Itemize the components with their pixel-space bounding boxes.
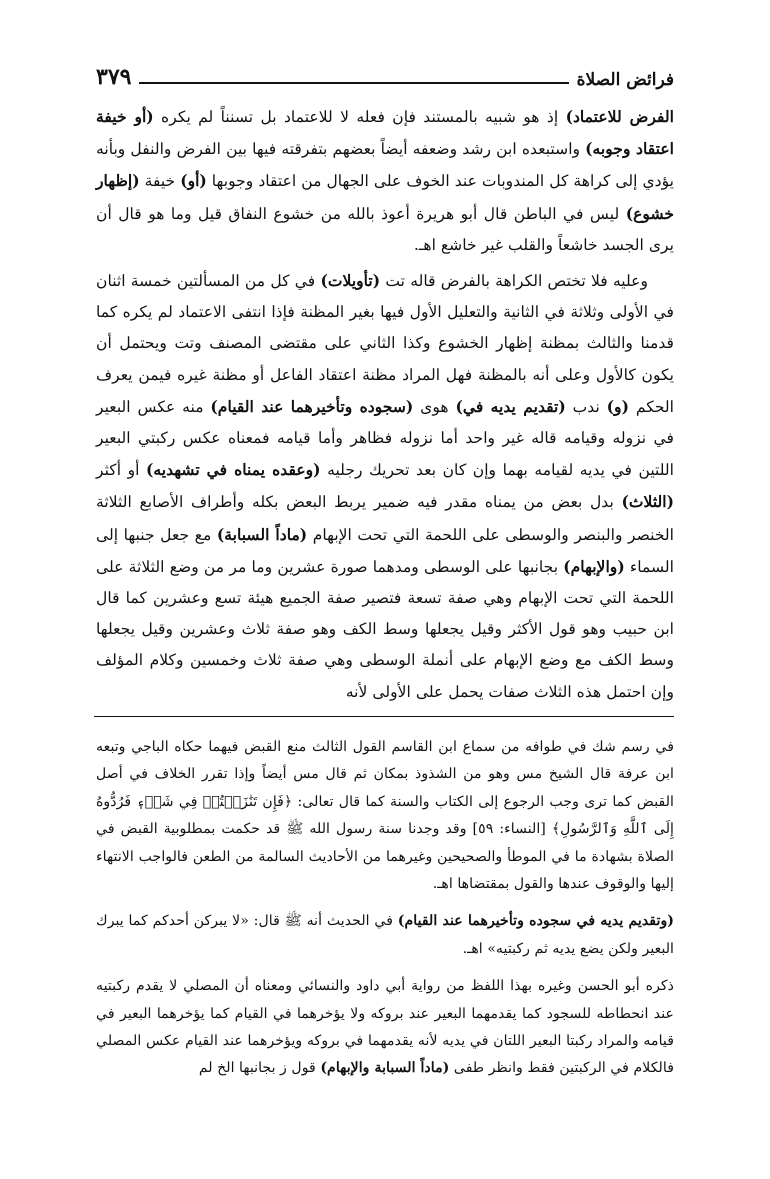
bold-term: الفرض للاعتماد) bbox=[565, 107, 674, 126]
bold-term: (وتقديم يديه في سجوده وتأخيرهما عند القيام) bbox=[397, 913, 675, 930]
text-run: ليس في الباطن قال أبو هريرة أعوذ بالله من خشوع النفاق قيل وما هو قال أن يرى الجسد خاشعاً والقلب غير خاشع اهـ. bbox=[96, 204, 674, 254]
main-text bbox=[96, 101, 674, 708]
footnote-1 bbox=[96, 734, 674, 898]
bold-term: (وعقده يمناه في تشهديه) bbox=[145, 460, 321, 480]
header-rule bbox=[139, 82, 568, 84]
page-header bbox=[96, 56, 674, 90]
text-run: هوى bbox=[413, 397, 456, 416]
text-run: خيفة bbox=[139, 172, 181, 191]
text-run: ندب bbox=[565, 397, 607, 416]
bold-term: (والإبهام) bbox=[563, 556, 625, 576]
bold-term: (أو خيفة اعتقاد وجوبه) bbox=[96, 107, 674, 159]
text-run: واستبعده ابن رشد وضعفه أيضاً بعضهم بتفرقته فيها بين الفرض والنفل وبأنه يؤدي إلى كراهة كل المندوبات عند الخوف على الجهال من اعتقاد وجوبها bbox=[96, 140, 674, 191]
text-run: ذكره أبو الحسن وغيره بهذا اللفظ من رواية أبي داود والنسائي ومعناه أن المصلي لا يقدم ركبتيه عند انحطاطه للسجود كما يقدمهما البعير عند بروكه ولا يؤخرهما في القيام كما يؤخرهما البعير في قيامه والمراد ركبتا البعير اللتان في يديه لأنه يقدمهما في بروكه ويؤخرهما عند القيام عكس المصلي فالكلام في الركبتين فقط وانظر طفى bbox=[96, 978, 674, 1077]
text-run: قول ز بجانبها الخ لم bbox=[198, 1060, 321, 1077]
bold-term: (تأويلات) bbox=[320, 271, 381, 291]
text-run: في كل من المسألتين خمسة اثنان في الأولى وثلاثة في الثانية والتعليل الأول فيها بغير المظنة فإذا انتفى الاعتماد لم يكره كما قدمنا والثالث بمظنة إظهار الخشوع وكذا الثاني على مقتضى المصنف وتت ويحتمل أن يكون كالأول وعلى أنه بالمظنة فهل المراد مظنة اعتقاد الفاعل أو مظنة غيره فيمن يعرف الحكم bbox=[96, 272, 674, 416]
main-paragraph-2 bbox=[96, 265, 674, 708]
text-run: بدل بعض من يمناه مقدر فيه ضمير يربط البعض بكله وأطراف الأصابع الثلاثة الخنصر والبنصر والوسطى على اللحمة التي تحت الإبهام bbox=[96, 493, 674, 544]
bold-term: (إظهار خشوع) bbox=[96, 171, 674, 223]
bold-term: (تقديم يديه في) bbox=[455, 396, 566, 416]
bold-term: (ماداً السبابة والإبهام) bbox=[320, 1060, 450, 1077]
text-run: منه عكس البعير في نزوله وقيامه قاله غير واحد أما نزوله فظاهر وأما قيامه فمعناه عكس ركبتي البعير اللتين في يديه لقيامه بهما وإن كان بعد تحريك رجليه bbox=[96, 397, 675, 480]
bold-term: (و) bbox=[606, 396, 629, 416]
footnote-separator bbox=[94, 716, 674, 717]
text-run: إذ هو شبيه بالمستند فإن فعله لا للاعتماد بل تسنناً لم يكره bbox=[153, 108, 566, 126]
bold-term: (سجوده وتأخيرهما عند القيام) bbox=[210, 396, 414, 416]
text-run: مع جعل جنبها إلى السماء bbox=[96, 525, 674, 576]
text-run: أو أكثر bbox=[96, 461, 146, 480]
text-run: في الحديث أنه ﷺ قال: «لا يبركن أحدكم كما يبرك البعير ولكن يضع يديه ثم ركبتيه» اهـ. bbox=[96, 913, 674, 957]
text-run: في رسم شك في طوافه من سماع ابن القاسم القول الثالث منع القبض فيهما حكاه الباجي وتبعه ابن عرفة قال الشيخ مس وهو من الشذوذ بمكان ثم قال مس أيضاً وإذا تقرر الخلاف في أصل القبض كما ترى وجب الرجوع إلى الكتاب والسنة كما قال تعالى: bbox=[96, 739, 674, 810]
text-run: وعليه فلا تختص الكراهة بالفرض قاله تت bbox=[380, 272, 649, 291]
footnote-3 bbox=[96, 973, 674, 1083]
text-run: بجانبها على الوسطى ومدهما صورة عشرين وما مر من وضع الثلاثة على اللحمة التي تحت الإبهام وهي صفة تسعة فتصير صفة الجميع هيئة تسع وعشرين كما قال ابن حبيب وهو قول الأكثر وقيل يجعلها وسط الكف وهو صفة ثلاث وعشرين وقيل يجعلها وسط الكف مع وضع الإبهام على أنملة الوسطى وهي صفة ثلاث وخمسين وكلام المؤلف وإن احتمل هذه الثلاث صفات يحمل على الأولى لأنه bbox=[96, 557, 674, 701]
main-paragraph-1 bbox=[96, 101, 674, 261]
chapter-title: فرائض الصلاة bbox=[576, 70, 674, 90]
footnotes bbox=[96, 734, 674, 1083]
page-number: ٣٧٩ bbox=[96, 64, 132, 90]
bold-term: (أو) bbox=[180, 171, 207, 191]
footnote-2 bbox=[96, 908, 674, 963]
bold-term: (الثلاث) bbox=[621, 492, 674, 512]
text-run: [النساء: ٥٩] وقد وجدنا سنة رسول الله ﷺ قد حكمت بمطلوبية القبض في الصلاة بشهادة ما في الموطأ والصحيحين وغيرهما من الأحاديث السالمة من الطعن فالواجب الانتهاء إليها والوقوف عندها والقول بمقتضاها اهـ. bbox=[96, 821, 674, 893]
bold-term: (ماداً السبابة) bbox=[216, 524, 308, 544]
quran-quote: ﴿فَإِن تَنَٰزَعۡتُمۡ فِي شَيۡءٖ فَرُدُّوهُ إِلَى ٱللَّهِ وَٱلرَّسُولِ﴾ bbox=[96, 793, 674, 838]
